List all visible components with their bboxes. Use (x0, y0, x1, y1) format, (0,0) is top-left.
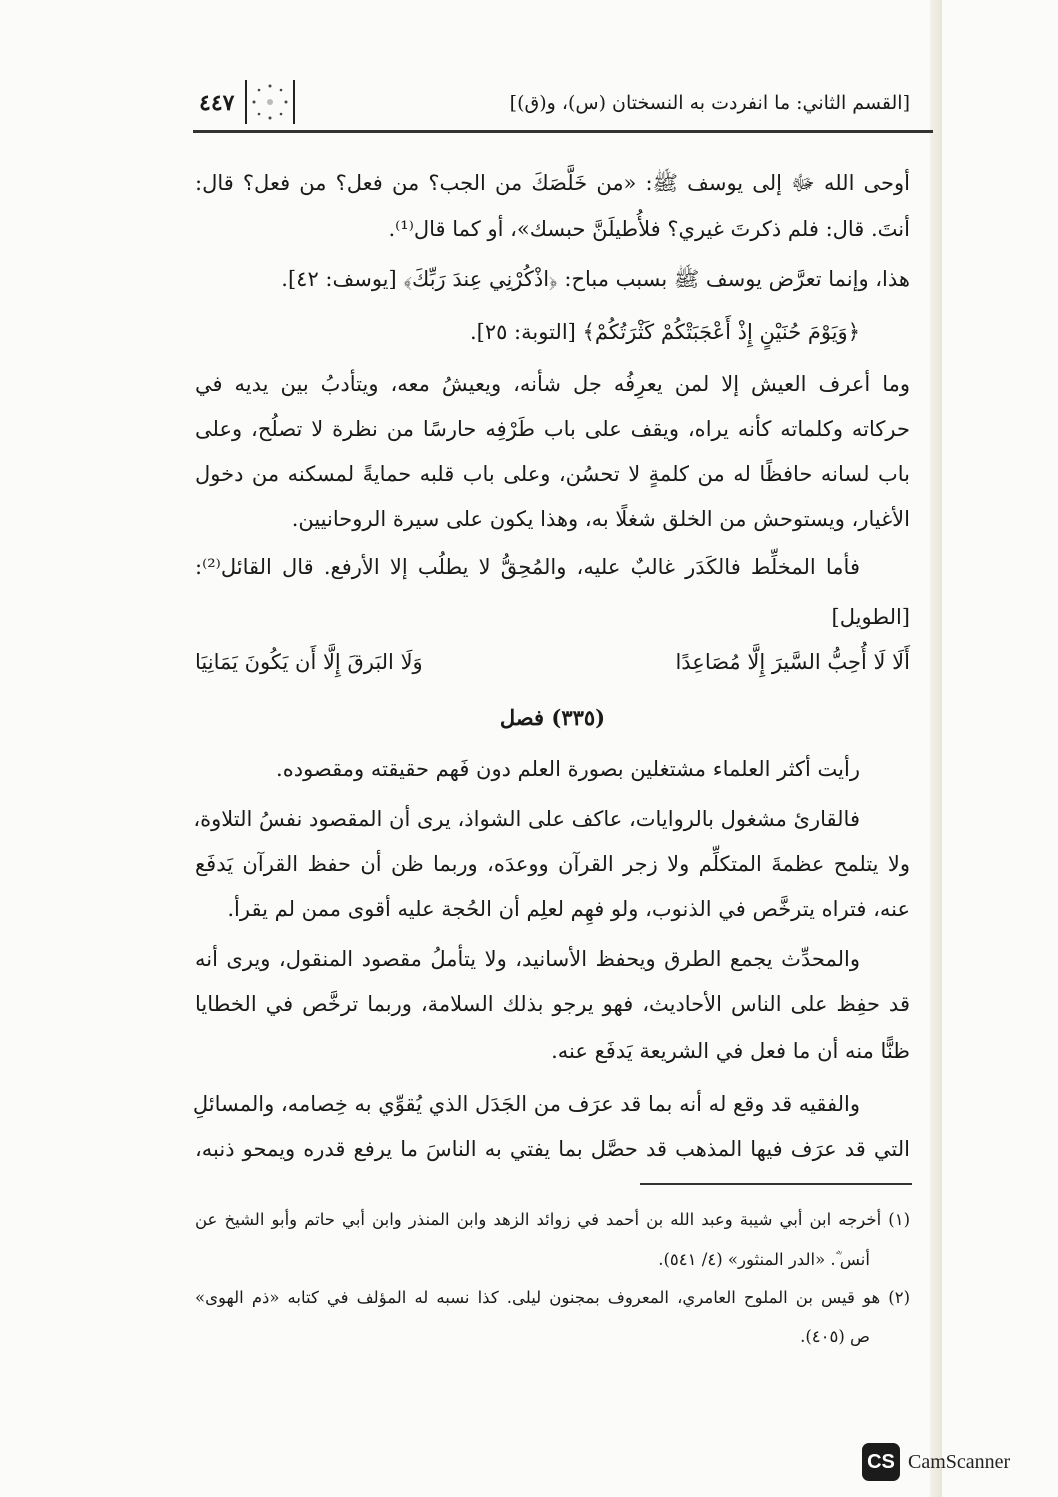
footnote-line: (١) أخرجه ابن أبي شيبة وعبد الله بن أحمد في زوائد الزهد وابن المنذر وابن أبي حاتم وأبو الشيخ عن (195, 1210, 910, 1229)
footnote-line: ص (٤٠٥). (800, 1327, 870, 1346)
text-line: عنه، فتراه يترخَّص في الذنوب، ولو فهِم لعلِم أن الحُجة عليه أقوى ممن لم يقرأ. (227, 897, 910, 921)
text-line: فأما المخلِّط فالكَدَر غالبٌ عليه، والمُحِقُّ لا يطلُب إلا الأرفع. قال القائل⁽²⁾: (195, 555, 860, 579)
verse-first-hemistich: أَلَا لَا أُحِبُّ السَّيرَ إِلَّا مُصَاعِدًا (675, 650, 910, 674)
camscanner-watermark (862, 1443, 1010, 1481)
text-line: الأغيار، ويستوحش من الخلق شغلًا به، وهذا يكون على سيرة الروحانيين. (291, 507, 910, 531)
header-rule (193, 130, 933, 133)
text-line: هذا، وإنما تعرَّض يوسف ﷺ بسبب مباح: ﴿اذْكُرْنِي عِندَ رَبِّكَ﴾ [يوسف: ٤٢]. (281, 267, 910, 291)
header-title: [القسم الثاني: ما انفردت به النسختان (س)، و(ق)] (509, 92, 910, 114)
footnote-line: أنس ؓ. «الدر المنثور» (٤/ ٥٤١). (658, 1250, 870, 1269)
text-line: رأيت أكثر العلماء مشتغلين بصورة العلم دون فَهم حقيقته ومقصوده. (276, 757, 860, 781)
meter-label: [الطويل] (831, 605, 910, 629)
quran-verse: ﴿وَيَوْمَ حُنَيْنٍ إِذْ أَعْجَبَتْكُمْ كَثْرَتُكُمْ﴾ [التوبة: ٢٥]. (469, 320, 860, 344)
footnote-line: (٢) هو قيس بن الملوح العامري، المعروف بمجنون ليلى. كذا نسبه له المؤلف في كتابه «ذم الهوى» (195, 1288, 910, 1307)
camscanner-logo-icon: CS (862, 1443, 900, 1481)
page-number: ٤٤٧ (199, 90, 235, 116)
ornament-icon (245, 80, 295, 124)
camscanner-name: CamScanner (908, 1450, 1011, 1473)
text-line: ولا يتلمح عظمةَ المتكلِّم ولا زجر القرآن ووعدَه، وربما ظن أن حفظ القرآن يَدفَع (195, 852, 911, 876)
running-header (195, 88, 910, 124)
text-line: وما أعرف العيش إلا لمن يعرِفُه جل شأنه، ويعيشُ معه، ويتأدبُ بين يديه في (195, 372, 910, 396)
text-line: أوحى الله ﷻ إلى يوسف ﷺ: «من خَلَّصَكَ من الجب؟ من فعل؟ من فعل؟ قال: (195, 171, 910, 195)
text-line: ظنًّا منه أن ما فعل في الشريعة يَدفَع عنه. (551, 1039, 910, 1063)
text-line: والمحدِّث يجمع الطرق ويحفظ الأسانيد، ولا يتأملُ مقصود المنقول، ويرى أنه (195, 947, 860, 971)
page-edge (930, 0, 942, 1497)
text-line: والفقيه قد وقع له أنه بما قد عرَف من الجَدَل الذي يُقوِّي به خِصامه، والمسائلِ (192, 1092, 860, 1116)
section-heading: (٣٣٥) فصل (499, 705, 606, 730)
text-line: فالقارئ مشغول بالروايات، عاكف على الشواذ، يرى أن المقصود نفسُ التلاوة، (193, 807, 860, 831)
text-line: أنتَ. قال: فلم ذكرتَ غيري؟ فلأُطيلَنَّ حبسك»، أو كما قال⁽¹⁾. (388, 217, 910, 241)
text-line: باب لسانه حافظًا له من كلمةٍ لا تحسُن، وعلى باب قلبه حمايةً لمسكنه من دخول (195, 462, 910, 486)
footnote-rule (640, 1183, 912, 1185)
text-line: التي قد عرَف فيها المذهب قد حصَّل بما يفتي به الناسَ ما يرفع قدره ويمحو ذنبه، (195, 1137, 910, 1161)
text-line: حركاته وكلماته كأنه يراه، ويقف على باب طَرْفِه حارسًا من نظرة لا تصلُح، وعلى (195, 417, 910, 441)
verse-second-hemistich: وَلَا البَرقَ إِلَّا أَن يَكُونَ يَمَانِيَا (195, 650, 423, 674)
text-line: قد حفِظ على الناس الأحاديث، فهو يرجو بذلك السلامة، وربما ترخَّص في الخطايا (195, 992, 910, 1016)
